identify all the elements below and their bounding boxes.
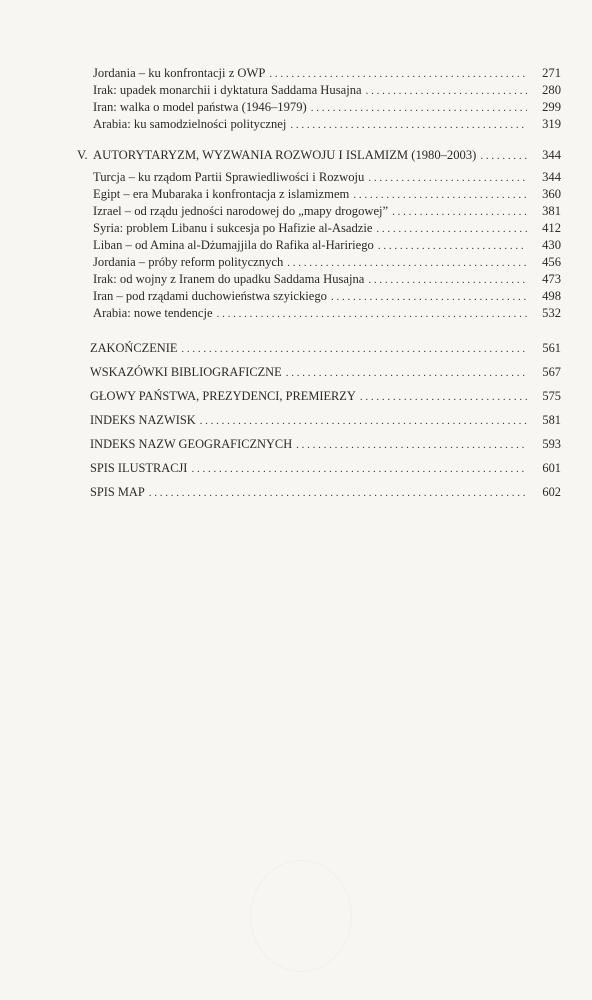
dot-leader (368, 272, 527, 288)
dot-leader (353, 187, 527, 203)
toc-entry-page: 532 (542, 306, 561, 320)
dot-leader (286, 365, 527, 381)
toc-entry-page: 430 (542, 238, 561, 252)
toc-entry (93, 254, 561, 270)
toc-entry-page: 473 (542, 272, 561, 286)
toc-entry-title: Irak: upadek monarchii i dyktatura Saddama Husajna (93, 83, 362, 97)
dot-leader (217, 306, 527, 322)
toc-entry-page: 601 (542, 461, 561, 475)
toc-back-matter-entry (90, 340, 561, 356)
dot-leader (269, 66, 527, 82)
toc-entry (93, 169, 561, 185)
toc-entry-page: 344 (542, 170, 561, 184)
dot-leader (200, 413, 527, 429)
dot-leader (287, 255, 527, 271)
toc-back-matter-entry (90, 484, 561, 500)
toc-entry-title: Liban – od Amina al-Dżumajjila do Rafika al-Haririego (93, 238, 374, 252)
toc-part-heading (77, 147, 561, 163)
toc-entry-title: Egipt – era Mubaraka i konfrontacja z islamizmem (93, 187, 350, 201)
toc-entry-page: 456 (542, 255, 561, 269)
toc-entry-title: Jordania – próby reform politycznych (93, 255, 284, 269)
toc-entry-title: Jordania – ku konfrontacji z OWP (93, 66, 266, 80)
toc-back-matter-entry (90, 436, 561, 452)
toc-entry (93, 82, 561, 98)
dot-leader (181, 341, 527, 357)
toc-entry-title: ZAKOŃCZENIE (90, 341, 178, 355)
toc-entry (93, 220, 561, 236)
dot-leader (331, 289, 527, 305)
toc-entry-title: INDEKS NAZWISK (90, 413, 196, 427)
toc-entry-page: 299 (542, 100, 561, 114)
toc-entry-title: Turcja – ku rządom Partii Sprawiedliwości i Rozwoju (93, 170, 365, 184)
toc-entry-title: Syria: problem Libanu i sukcesja po Hafizie al-Asadzie (93, 221, 373, 235)
faint-library-stamp (250, 860, 352, 972)
dot-leader (296, 437, 527, 453)
toc-entry-title: Izrael – od rządu jedności narodowej do „mapy drogowej” (93, 204, 389, 218)
dot-leader (392, 204, 527, 220)
toc-entry-page: 280 (542, 83, 561, 97)
toc-entry-title: Iran – pod rządami duchowieństwa szyickiego (93, 289, 327, 303)
toc-entry-page: 593 (542, 437, 561, 451)
part-page: 344 (542, 148, 561, 162)
toc-entry-title: GŁOWY PAŃSTWA, PREZYDENCI, PREMIERZY (90, 389, 356, 403)
toc-entry-title: SPIS ILUSTRACJI (90, 461, 188, 475)
toc-entry-title: SPIS MAP (90, 485, 145, 499)
toc-entry-page: 319 (542, 117, 561, 131)
toc-entry-page: 381 (542, 204, 561, 218)
toc-entry-page: 561 (542, 341, 561, 355)
toc-entry (93, 203, 561, 219)
toc-back-matter-entry (90, 412, 561, 428)
toc-entry-title: Arabia: ku samodzielności politycznej (93, 117, 287, 131)
dot-leader (368, 170, 527, 186)
toc-entry-page: 567 (542, 365, 561, 379)
toc-entry (93, 237, 561, 253)
toc-entry-page: 498 (542, 289, 561, 303)
toc-entry (93, 99, 561, 115)
toc-entry (93, 271, 561, 287)
dot-leader (366, 83, 527, 99)
toc-back-matter-entry (90, 460, 561, 476)
toc-entry-title: WSKAZÓWKI BIBLIOGRAFICZNE (90, 365, 282, 379)
part-title: AUTORYTARYZM, WYZWANIA ROZWOJU I ISLAMIZM (1980–2003) (93, 148, 477, 162)
dot-leader (311, 100, 527, 116)
dot-leader (376, 221, 527, 237)
toc-entry-title: Iran: walka o model państwa (1946–1979) (93, 100, 307, 114)
toc-back-matter-entry (90, 388, 561, 404)
dot-leader (378, 238, 527, 254)
toc-entry (93, 116, 561, 132)
dot-leader (290, 117, 527, 133)
toc-entry (93, 65, 561, 81)
toc-entry-title: Irak: od wojny z Iranem do upadku Saddama Husajna (93, 272, 365, 286)
dot-leader (480, 148, 527, 164)
toc-entry (93, 288, 561, 304)
toc-entry-title: INDEKS NAZW GEOGRAFICZNYCH (90, 437, 293, 451)
toc-entry-page: 575 (542, 389, 561, 403)
part-numeral: V. (77, 148, 88, 162)
toc-entry (93, 305, 561, 321)
dot-leader (191, 461, 527, 477)
toc-entry-page: 360 (542, 187, 561, 201)
dot-leader (360, 389, 527, 405)
toc-entry (93, 186, 561, 202)
dot-leader (149, 485, 527, 501)
toc-entry-page: 581 (542, 413, 561, 427)
toc-entry-title: Arabia: nowe tendencje (93, 306, 213, 320)
toc-entry-page: 412 (542, 221, 561, 235)
toc-entry-page: 602 (542, 485, 561, 499)
toc-back-matter-entry (90, 364, 561, 380)
toc-entry-page: 271 (542, 66, 561, 80)
